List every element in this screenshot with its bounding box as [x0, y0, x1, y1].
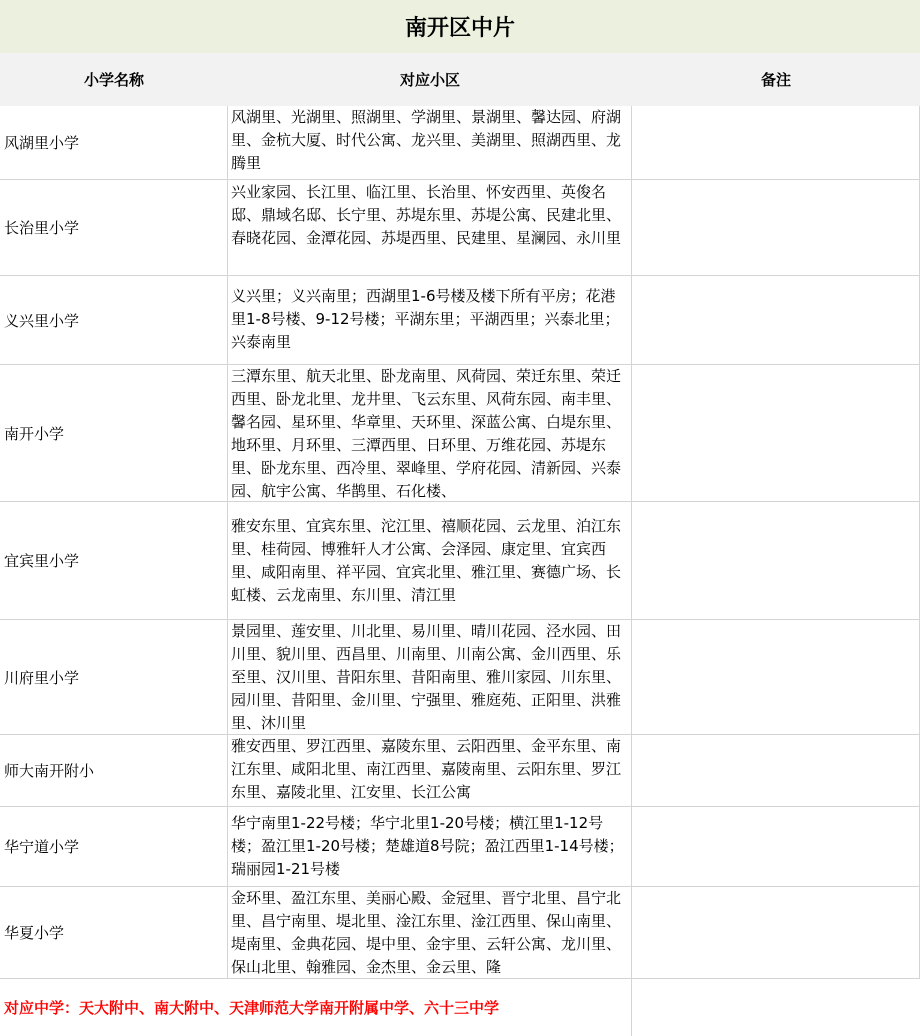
- note-cell: [632, 502, 920, 619]
- note-cell: [632, 276, 920, 364]
- school-name: 华宁道小学: [0, 807, 228, 886]
- school-name: 宜宾里小学: [0, 502, 228, 619]
- table-row: [0, 106, 920, 180]
- area-list: 雅安东里、宜宾东里、沱江里、禧顺花园、云龙里、泊江东里、桂荷园、博雅轩人才公寓、会泽园、康定里、宜宾西里、咸阳南里、祥平园、宜宾北里、雅江里、赛德广场、长虹楼、云龙南里、东川里、清江里: [228, 502, 632, 619]
- footer-row: [0, 979, 920, 1036]
- area-list: 义兴里；义兴南里；西湖里1-6号楼及楼下所有平房；花港里1-8号楼、9-12号楼；平湖东里；平湖西里；兴泰北里；兴泰南里: [228, 276, 632, 364]
- area-list: 风湖里、光湖里、照湖里、学湖里、景湖里、馨达园、府湖里、金杭大厦、时代公寓、龙兴里、美湖里、照湖西里、龙腾里: [228, 106, 632, 179]
- note-cell: [632, 106, 920, 179]
- school-name: 师大南开附小: [0, 735, 228, 806]
- table-row: [0, 276, 920, 365]
- school-name: 义兴里小学: [0, 276, 228, 364]
- area-list: 兴业家园、长江里、临江里、长治里、怀安西里、英俊名邸、鼎域名邸、长宁里、苏堤东里、苏堤公寓、民建北里、春晓花园、金潭花园、苏堤西里、民建里、星澜园、永川里: [228, 180, 632, 275]
- middle-school-note: 对应中学：天大附中、南大附中、天津师范大学南开附属中学、六十三中学: [0, 979, 632, 1036]
- table-row: [0, 887, 920, 979]
- school-name: 南开小学: [0, 365, 228, 501]
- area-list: 三潭东里、航天北里、卧龙南里、风荷园、荣迁东里、荣迁西里、卧龙北里、龙井里、飞云东里、风荷东园、南丰里、馨名园、星环里、华章里、天环里、深蓝公寓、白堤东里、地环里、月环里、三潭西里、日环里、万维花园、苏堤东里、卧龙东里、西冷里、翠峰里、学府花园、清新园、兴泰园、航宇公寓、华鹊里、石化楼、: [228, 365, 632, 501]
- table-row: [0, 807, 920, 887]
- school-name: 华夏小学: [0, 887, 228, 978]
- table-row: [0, 502, 920, 620]
- note-cell: [632, 807, 920, 886]
- table-row: [0, 620, 920, 735]
- header-note: 备注: [760, 71, 791, 89]
- area-list: 华宁南里1-22号楼；华宁北里1-20号楼；横江里1-12号楼；盈江里1-20号楼；楚雄道8号院；盈江西里1-14号楼；瑞丽园1-21号楼: [228, 807, 632, 886]
- page-title: 南开区中片: [404, 16, 515, 41]
- note-cell: [632, 620, 920, 734]
- school-name: 川府里小学: [0, 620, 228, 734]
- note-cell: [632, 180, 920, 275]
- table-row: [0, 365, 920, 502]
- school-name: 风湖里小学: [0, 106, 228, 179]
- area-list: 金环里、盈江东里、美丽心殿、金冠里、晋宁北里、昌宁北里、昌宁南里、堤北里、淦江东里、淦江西里、保山南里、堤南里、金典花园、堤中里、金宇里、云轩公寓、龙川里、保山北里、翰雅园、金杰里、金云里、隆: [228, 887, 632, 978]
- note-cell: [632, 735, 920, 806]
- area-list: 雅安西里、罗江西里、嘉陵东里、云阳西里、金平东里、南江东里、咸阳北里、南江西里、嘉陵南里、云阳东里、罗江东里、嘉陵北里、江安里、长江公寓: [228, 735, 632, 806]
- header-areas: 对应小区: [399, 71, 460, 89]
- header-school: 小学名称: [83, 71, 144, 89]
- school-name: 长治里小学: [0, 180, 228, 275]
- note-cell: [632, 887, 920, 978]
- table-row: [0, 735, 920, 807]
- table-row: [0, 180, 920, 276]
- column-header-row: [0, 53, 920, 106]
- note-cell: [632, 365, 920, 501]
- title-bar: [0, 0, 920, 53]
- area-list: 景园里、莲安里、川北里、易川里、晴川花园、泾水园、田川里、貌川里、西昌里、川南里、川南公寓、金川西里、乐至里、汉川里、昔阳东里、昔阳南里、雅川家园、川东里、园川里、昔阳里、金川里、宁强里、雅庭苑、正阳里、洪雅里、沐川里: [228, 620, 632, 734]
